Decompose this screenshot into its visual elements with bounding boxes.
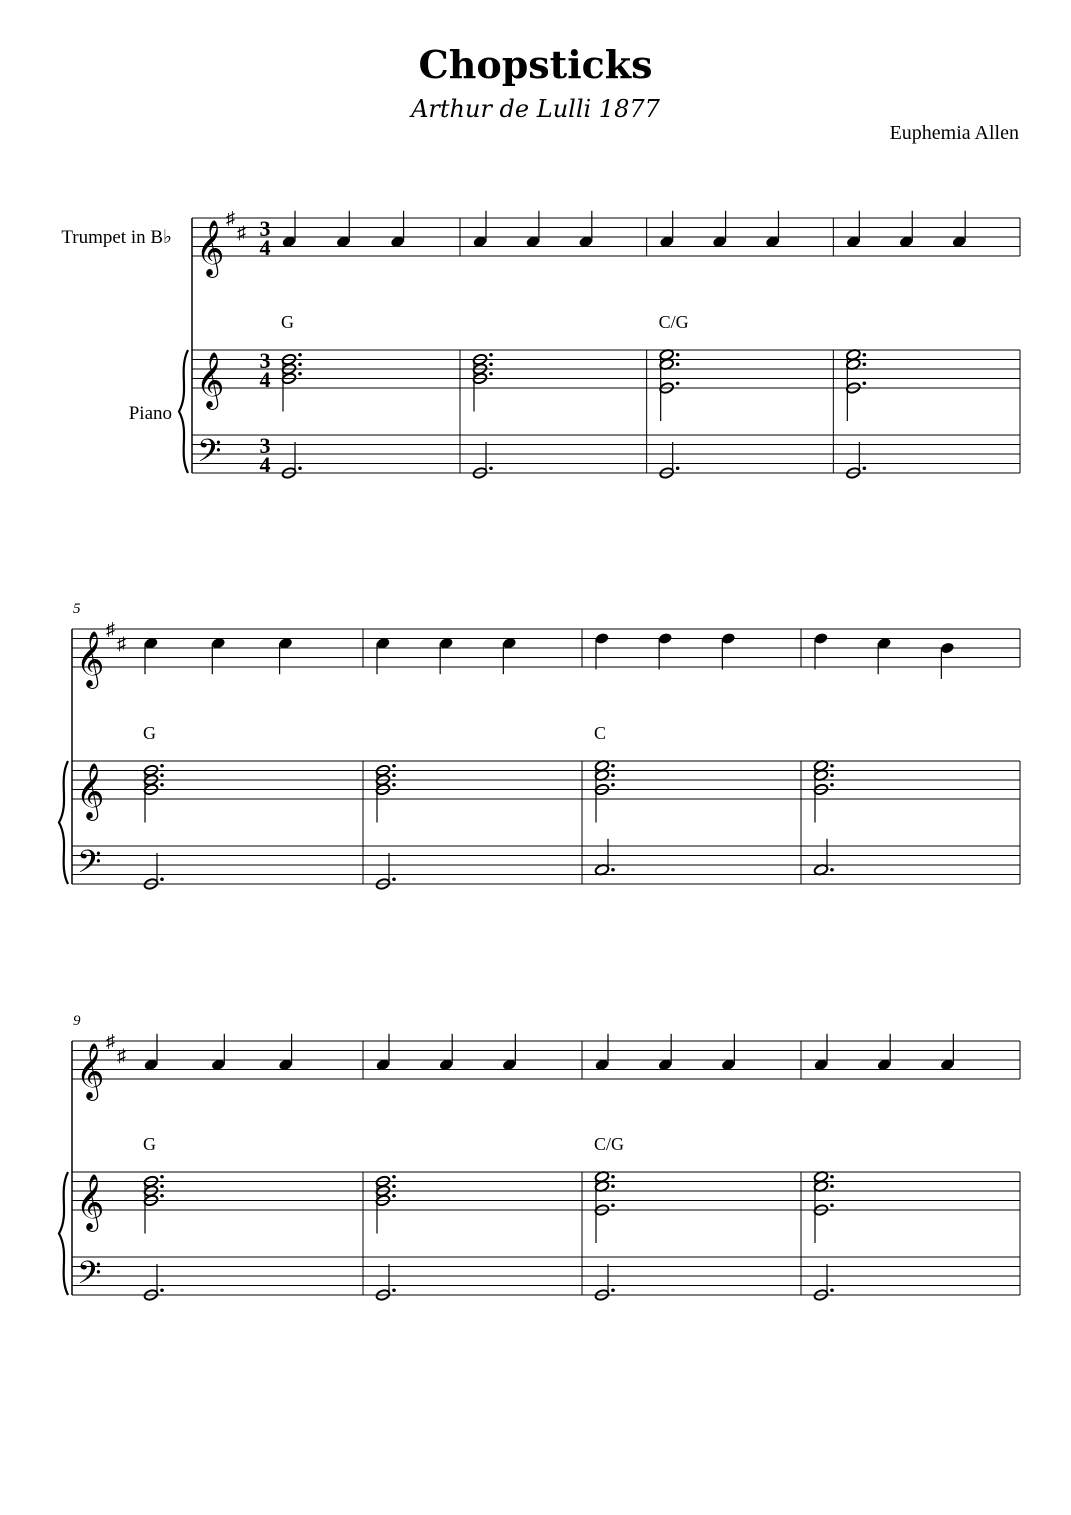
- score-title: Chopsticks: [418, 42, 653, 87]
- chord-symbol: C/G: [594, 1134, 625, 1154]
- trumpet-note: [658, 632, 673, 645]
- composer-name: Euphemia Allen: [889, 122, 1019, 144]
- augmentation-dot: [160, 1194, 164, 1198]
- augmentation-dot: [392, 1175, 396, 1179]
- treble-clef-icon: 𝄞: [76, 765, 105, 818]
- augmentation-dot: [489, 372, 493, 376]
- augmentation-dot: [298, 372, 302, 376]
- trumpet-note: [721, 632, 736, 645]
- sharp-icon: ♯: [226, 208, 235, 228]
- augmentation-dot: [611, 783, 615, 787]
- augmentation-dot: [611, 1175, 615, 1179]
- augmentation-dot: [830, 773, 834, 777]
- treble-clef-icon: 𝄞: [76, 633, 105, 686]
- augmentation-dot: [611, 1184, 615, 1188]
- chord-symbol: G: [143, 1134, 156, 1154]
- augmentation-dot: [392, 764, 396, 768]
- augmentation-dot: [676, 381, 680, 385]
- treble-clef-icon: 𝄞: [196, 354, 225, 407]
- augmentation-dot: [392, 1288, 396, 1292]
- time-signature-beats: 3: [259, 433, 271, 458]
- trumpet-note: [594, 632, 609, 645]
- time-signature-unit: 4: [259, 367, 271, 392]
- augmentation-dot: [298, 466, 302, 470]
- score-subtitle: Arthur de Lulli 1877: [411, 95, 660, 123]
- time-signature-beats: 3: [259, 348, 271, 373]
- augmentation-dot: [676, 353, 680, 357]
- augmentation-dot: [611, 1203, 615, 1207]
- augmentation-dot: [676, 362, 680, 366]
- chord-symbol: G: [143, 723, 156, 743]
- treble-clef-icon: 𝄞: [76, 1045, 105, 1098]
- augmentation-dot: [830, 868, 834, 872]
- sharp-icon: ♯: [117, 1045, 126, 1066]
- augmentation-dot: [863, 362, 867, 366]
- augmentation-dot: [489, 466, 493, 470]
- instrument-label-trumpet: Trumpet in B♭: [61, 227, 172, 248]
- augmentation-dot: [392, 1194, 396, 1198]
- time-signature-beats: 3: [259, 216, 271, 241]
- augmentation-dot: [830, 764, 834, 768]
- augmentation-dot: [160, 1288, 164, 1292]
- trumpet-note: [813, 632, 828, 645]
- piano-brace: [59, 761, 68, 884]
- augmentation-dot: [160, 773, 164, 777]
- augmentation-dot: [392, 783, 396, 787]
- chord-symbol: C/G: [658, 312, 689, 332]
- augmentation-dot: [160, 877, 164, 881]
- augmentation-dot: [611, 1288, 615, 1292]
- augmentation-dot: [298, 362, 302, 366]
- augmentation-dot: [830, 1203, 834, 1207]
- sharp-icon: ♯: [106, 1031, 115, 1051]
- bass-clef-icon: 𝄢: [77, 845, 102, 888]
- augmentation-dot: [863, 353, 867, 357]
- bass-clef-icon: 𝄢: [197, 434, 222, 477]
- measure-number: 9: [73, 1013, 81, 1029]
- instrument-label-piano: Piano: [128, 403, 172, 424]
- augmentation-dot: [863, 466, 867, 470]
- augmentation-dot: [830, 1184, 834, 1188]
- augmentation-dot: [160, 1175, 164, 1179]
- trumpet-note: [940, 641, 955, 654]
- sharp-icon: ♯: [237, 222, 246, 243]
- augmentation-dot: [830, 1288, 834, 1292]
- augmentation-dot: [489, 353, 493, 357]
- treble-clef-icon: 𝄞: [196, 222, 225, 275]
- piano-brace: [179, 350, 188, 473]
- treble-clef-icon: 𝄞: [76, 1176, 105, 1229]
- augmentation-dot: [611, 868, 615, 872]
- sharp-icon: ♯: [106, 619, 115, 639]
- chord-symbol: C: [594, 723, 607, 743]
- bass-clef-icon: 𝄢: [77, 1256, 102, 1299]
- augmentation-dot: [160, 1184, 164, 1188]
- time-signature-unit: 4: [259, 235, 271, 260]
- augmentation-dot: [160, 783, 164, 787]
- augmentation-dot: [863, 381, 867, 385]
- piano-brace: [59, 1172, 68, 1295]
- augmentation-dot: [489, 362, 493, 366]
- time-signature-unit: 4: [259, 452, 271, 477]
- augmentation-dot: [160, 764, 164, 768]
- augmentation-dot: [392, 1184, 396, 1188]
- sharp-icon: ♯: [117, 633, 126, 654]
- augmentation-dot: [611, 764, 615, 768]
- augmentation-dot: [676, 466, 680, 470]
- measure-number: 5: [73, 601, 81, 617]
- augmentation-dot: [830, 1175, 834, 1179]
- augmentation-dot: [392, 877, 396, 881]
- augmentation-dot: [611, 773, 615, 777]
- augmentation-dot: [392, 773, 396, 777]
- augmentation-dot: [298, 353, 302, 357]
- augmentation-dot: [830, 783, 834, 787]
- chord-symbol: G: [281, 312, 294, 332]
